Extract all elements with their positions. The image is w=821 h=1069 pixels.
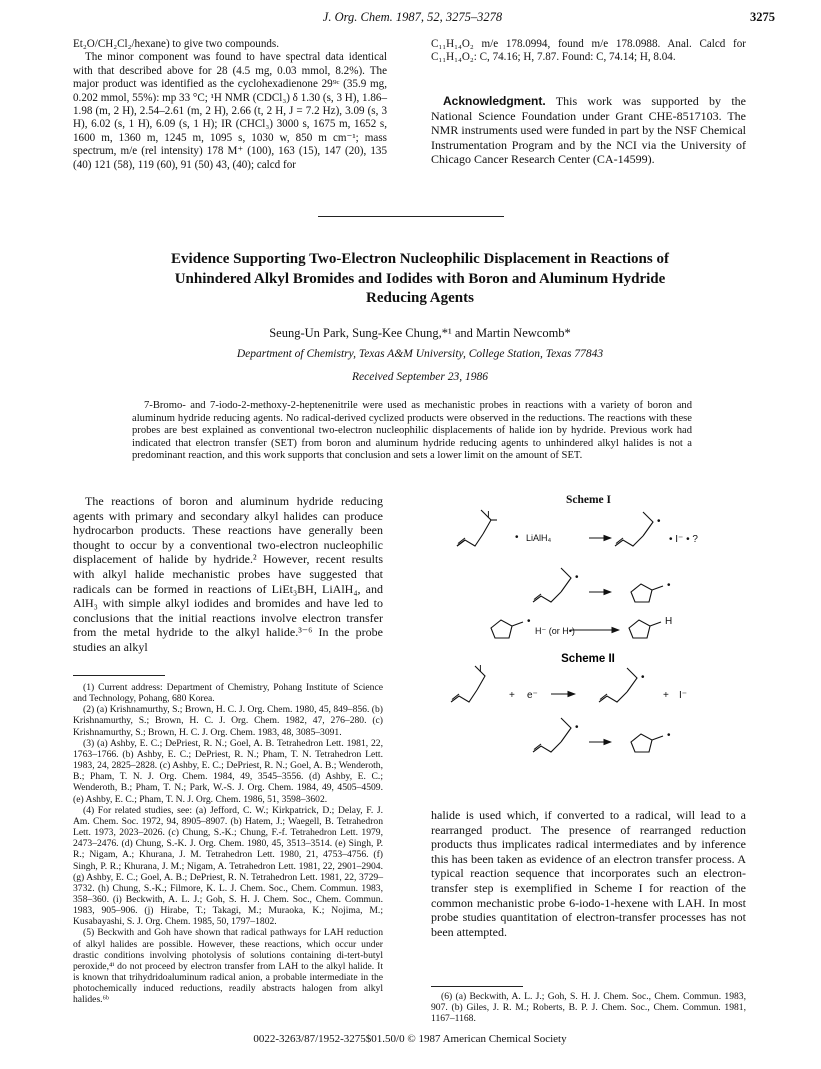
hexenyl-radical-4-structure (599, 668, 637, 702)
article-title: Evidence Supporting Two-Electron Nucleophilic Displacement in Reactions of Unhindered Alkyl Bromides and Iodides with Boron and Aluminum Hydride Reducing Agents (171, 251, 669, 306)
radical-dot-1: • (657, 516, 661, 527)
prev-paragraph-2: The minor component was found to have spectral data identical with that described above for 28 (4.5 mg, 0.03 mmol, 8.2%). The major product was identified as the cyclohexadienone 29⁹ᶜ (35.9 mg, 0.202 mmol, 55%): mp 33 °C; ¹H NMR (CDCl₃) δ 1.30 (s, 3 H), 1.86–1.98 (m, 2 H), 2.54–2.61 (m, 2 H), 2.66 (t, 2 H, J = 7.2 Hz), 3.09 (s, 3 H), 6.02 (s, 1 H), 6.09 (s, 1 H); IR (CHCl₃) 3000 s, 1675 m, 1652 s, 1600 m, 1360 m, 1245 m, 1095 s, 1030 w, 850 m cm⁻¹; mass spectrum, m/e (rel intensity) 178 M⁺ (100), 163 (15), 147 (20), 135 (40) 121 (58), 119 (60), 91 (50) 43, (40); calcd for (73, 51, 387, 171)
body-paragraph-2: halide is used which, if converted to a radical, will lead to a rearranged product. The presence of rearranged reduction products thus implicates radical intermediates and by inference this has been taken as evidence of an electron transfer process. A typical reaction sequence that incorporates such an electron-transfer step is exemplified in Scheme I for reaction of the common mechanistic probe 6-iodo-1-hexene with LAH. In most probe studies quantitation of electron-transfer processes has not been attempted. (431, 808, 746, 939)
cyclopentylmethyl-radical-5-structure (631, 734, 663, 752)
hexenyl-iodide-structure (457, 510, 497, 546)
atom-iodine-2: I (479, 664, 482, 675)
author-affiliation: Department of Chemistry, Texas A&M University, College Station, Texas 77843 (236, 348, 604, 360)
body-paragraph-1: The reactions of boron and aluminum hydride reducing agents with primary and secondary alkyl halides can produce hydrocarbon products. These reactions have generally been thought to occur by a conventional two-electron nucleophilic displacement of halide by hydride.² However, recent results with alkyl halide mechanistic probes have suggested that radicals can be formed in reactions of LiEt₃BH, LiAlH₄, and AlH₃ with simple alkyl iodides and bromides and have led to conclusions that the initial reactions involve electron transfer from the metal hydride to the alkyl halide.³⁻⁶ In the probe studies an alkyl (73, 494, 383, 654)
footnote-rule (73, 675, 165, 676)
reagent-hydride: H⁻ (or H•) (535, 626, 575, 636)
radical-dot-7: • (667, 730, 671, 741)
acknowledgment (431, 94, 746, 167)
radical-dot-5: • (641, 672, 645, 683)
footnotes-right (431, 991, 746, 1024)
hexenyl-radical-structure (615, 512, 653, 546)
article-divider (318, 216, 504, 217)
scheme-1-title: Scheme I (565, 494, 612, 506)
article-authors: Seung-Un Park, Sung-Kee Chung,*¹ and Martin Newcomb* (269, 326, 571, 340)
abstract (132, 400, 692, 463)
atom-hydrogen-1: H (665, 616, 673, 627)
footnotes-left (73, 682, 383, 1006)
reagent-lialh4: LiAlH₄ (526, 533, 552, 543)
footnote-2: (2) (a) Krishnamurthy, S.; Brown, H. C. J. Org. Chem. 1980, 45, 849–856. (b) Krishnamurthy, S.; Brown, H. C. J. Org. Chem. 1982, 47, 276–280. (c) Krishnamurthy, S.; Brown, H. C. J. Org. Chem. 1983, 48, 3085–3091. (73, 704, 383, 738)
cyclopentylmethyl-radical-3-structure (491, 620, 523, 638)
products-1: • I⁻ • ? (669, 534, 698, 545)
scheme-2-title: Scheme II (561, 653, 615, 665)
running-header (50, 10, 775, 26)
atom-iodine-1: I (487, 510, 490, 521)
radical-dot-3: • (667, 580, 671, 591)
page-number: 3275 (750, 10, 775, 24)
ack-heading: Acknowledgment. (443, 94, 546, 108)
previous-article-left (73, 38, 387, 172)
hexenyl-radical-2-structure (533, 568, 571, 602)
previous-article-right (431, 38, 746, 65)
bullet-1: • (515, 532, 519, 543)
received-date: Received September 23, 1986 (351, 371, 489, 383)
radical-dot-2: • (575, 572, 579, 583)
prev-paragraph-1: Et₂O/CH₂Cl₂/hexane) to give two compounds. (73, 38, 280, 50)
radical-dot-6: • (575, 722, 579, 733)
plus-1: + (509, 690, 515, 701)
footnote-3: (3) (a) Ashby, E. C.; DePriest, R. N.; Goel, A. B. Tetrahedron Lett. 1981, 22, 1763–1766. (b) Ashby, E. C.; DePriest, R. N.; Pham, T. N. Tetrahedron Lett. 1983, 24, 2825–2828. (c) Ashby, E. C.; DePriest, R. N.; Goel, A. B.; Wenderoth, B.; Pham, T. N. J. Org. Chem. 1984, 49, 3545–3556. (d) Ashby, E. C.; Wenderoth, B.; Pham, T. N.; Park, W.-S. J. Org. Chem. 1984, 49, 4505–4509. (e) Ashby, E. C.; Pham, T. N. J. Org. Chem. 1986, 51, 3598–3602. (73, 737, 383, 805)
copyright-footer: 0022-3263/87/1952-3275$01.50/0 © 1987 American Chemical Society (253, 1033, 567, 1045)
footnote-1: (1) Current address: Department of Chemistry, Pohang Institute of Science and Technology, Pohang, 680 Korea. (73, 682, 383, 705)
radical-dot-4: • (527, 616, 531, 627)
footnote-6: (6) (a) Beckwith, A. L. J.; Goh, S. H. J. Chem. Soc., Chem. Commun. 1983, 907. (b) Giles, J. R. M.; Roberts, B. P. J. Chem. Soc., Chem. Commun. 1981, 1167–1168. (431, 991, 746, 1025)
footnote-5: (5) Beckwith and Goh have shown that radical pathways for LAH reduction of alkyl halides are possible. However, these reactions, which occur under drastic conditions involving photolysis of solutions containing di-tert-butyl peroxide,⁴ⁱ do not proceed by electron transfer from LAH to the alkyl halide. It is known that trihydridoaluminum radical anion, a probable intermediate in the photochemically induced reductions, readily abstracts halogen from alkyl halides.⁶ᵇ (73, 927, 383, 1006)
methylcyclopentane-structure (629, 620, 661, 638)
reagent-electron: e⁻ (527, 690, 538, 701)
prev-analysis: C₁₁H₁₄O₂ m/e 178.0994, found m/e 178.0988. Anal. Calcd for C₁₁H₁₄O₂: C, 74.16; H, 7.87. Found: C, 74.14; H, 8.04. (431, 38, 746, 64)
iodide-ion: I⁻ (679, 690, 688, 701)
plus-2: + (663, 690, 669, 701)
footnote-rule-right (431, 986, 523, 987)
hexenyl-radical-5-structure (533, 718, 571, 752)
schemes-figure (431, 494, 746, 794)
cyclopentylmethyl-radical-structure (631, 584, 663, 602)
body-right-column (431, 808, 746, 939)
schemes-svg (431, 494, 746, 784)
body-left-column (73, 494, 383, 655)
abstract-text: 7-Bromo- and 7-iodo-2-methoxy-2-heptenenitrile were used as mechanistic probes in reactions with a variety of boron and aluminum hydride reducing agents. No radical-derived cyclized products were observed in the reductions. The reactions with these probes are best explained as conventional two-electron nucleophilic displacements of halide ion by hydride. Previous work had indicated that electron transfer (SET) from boron and aluminum hydride reducing agents to unhindered alkyl halides is not a predominant reaction, and this work supports that conclusion and sets a lower limit on the amount of SET. (132, 400, 692, 462)
footnote-4: (4) For related studies, see: (a) Jefford, C. W.; Kirkpatrick, D.; Delay, F. J. Am. Chem. Soc. 1972, 94, 8905–8907. (b) Hatem, J.; Waegell, B. Tetrahedron Lett. 1973, 2023–2026. (c) Chung, S.-K.; Chung, F.-f. Tetrahedron Lett. 1979, 2473–2476. (d) Chung, S.-K. J. Org. Chem. 1980, 45, 3513–3514. (e) Singh, P. R.; Nigam, A.; Khurana, J. M. Tetrahedron Lett. 1980, 21, 4753–4756. (f) Singh, P. R.; Khurana, J. M.; Nigam, A. Tetrahedron Lett. 1981, 22, 2901–2904. (g) Ashby, E. C.; Goel, A. B.; DePriest, R. N. Tetrahedron Lett. 1981, 22, 3729–3732. (h) Chung, S.-K.; Filmore, K. L. J. Chem. Soc., Chem. Commun. 1983, 358–360. (i) Beckwith, A. L. J.; Goh, S. H. J. Chem. Soc., Chem. Commun. 1983, 905–906. (j) Hirabe, T.; Takagi, M.; Muraoka, K.; Nojima, M.; Kusabayashi, S. J. Org. Chem. 1985, 50, 1797–1802. (73, 804, 383, 928)
ack-text: This work was supported by the National Science Foundation under Grant CHE-8517103. The NMR instruments used were funded in part by the NSF Chemical Instrumentation Program and by the NCI via the University of Chicago Cancer Research Center (CA-14599). (431, 94, 746, 167)
journal-citation: J. Org. Chem. 1987, 52, 3275–3278 (322, 10, 503, 24)
